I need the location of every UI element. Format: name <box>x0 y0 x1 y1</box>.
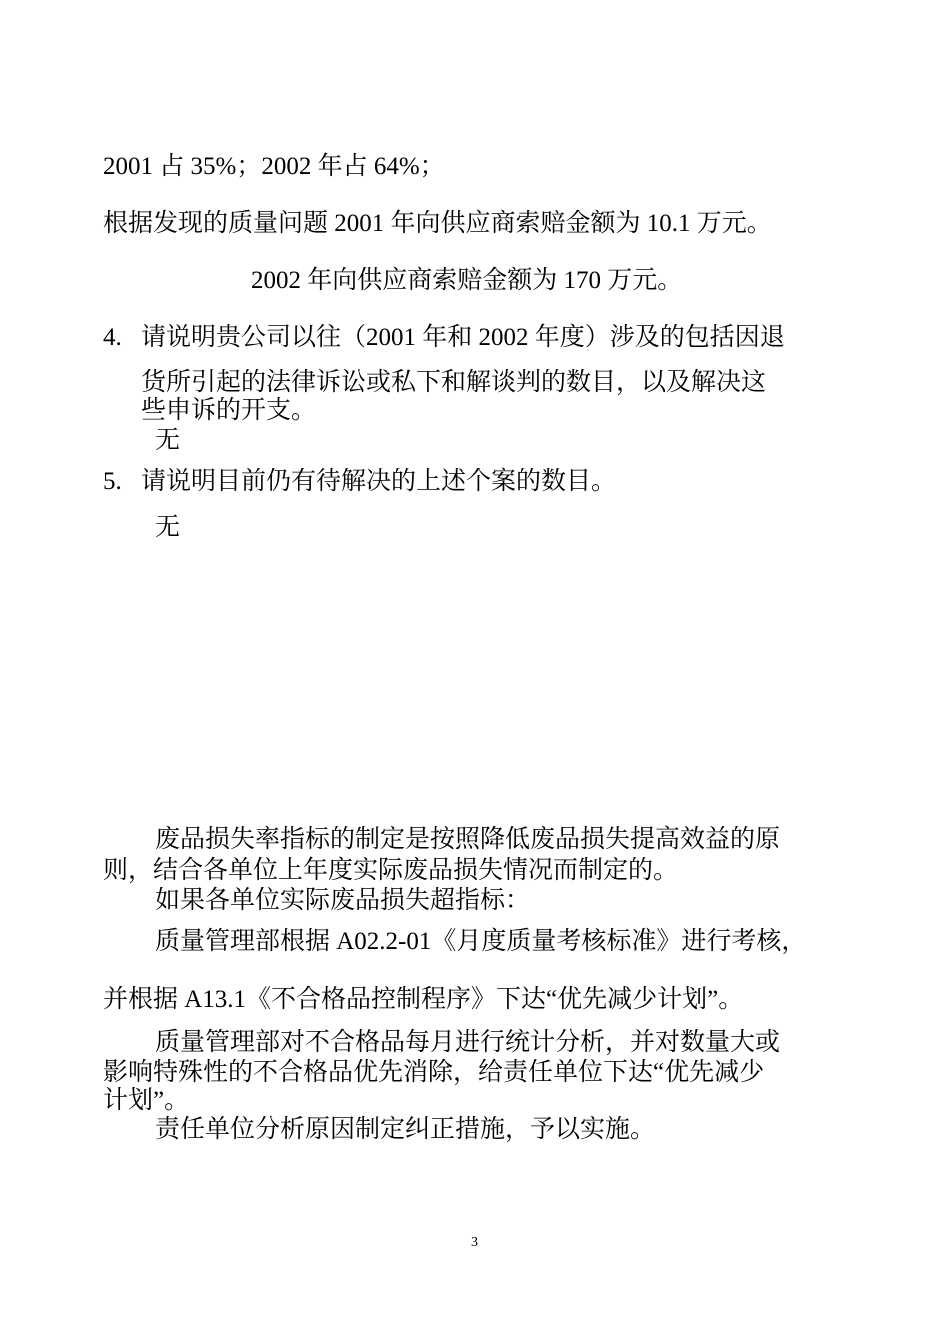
analysis-paragraph-line-3: 计划”。 <box>103 1087 190 1114</box>
scrap-rate-paragraph-line-2: 则，结合各单位上年度实际废品损失情况而制定的。 <box>103 857 679 884</box>
claim-2002-line: 2002 年向供应商索赔金额为 170 万元。 <box>251 267 683 294</box>
item-4-question-line-2: 货所引起的法律诉讼或私下和解谈判的数目，以及解决这 <box>141 369 767 396</box>
share-percentages-line: 2001 占 35%；2002 年占 64%； <box>103 153 445 180</box>
item-4-question-line-3: 些申诉的开支。 <box>141 397 317 424</box>
analysis-paragraph-line-2: 影响特殊性的不合格品优先消除，给责任单位下达“优先减少 <box>103 1059 765 1086</box>
corrective-action-line: 责任单位分析原因制定纠正措施，予以实施。 <box>155 1116 656 1143</box>
assessment-line-2: 并根据 A13.1《不合格品控制程序》下达“优先减少计划”。 <box>103 986 744 1013</box>
claim-2001-line: 根据发现的质量问题 2001 年向供应商索赔金额为 10.1 万元。 <box>103 210 772 237</box>
page-number: 3 <box>471 1235 478 1250</box>
over-target-line: 如果各单位实际废品损失超指标： <box>155 887 531 914</box>
analysis-paragraph-line-1: 质量管理部对不合格品每月进行统计分析，并对数量大或 <box>155 1029 781 1056</box>
item-5-answer: 无 <box>155 514 181 541</box>
item-4-answer: 无 <box>155 427 181 454</box>
item-5-number: 5. <box>103 468 122 495</box>
item-5-question: 请说明目前仍有待解决的上述个案的数目。 <box>141 468 617 495</box>
scrap-rate-paragraph-line-1: 废品损失率指标的制定是按照降低废品损失提高效益的原 <box>155 826 781 853</box>
assessment-line-1: 质量管理部根据 A02.2-01《月度质量考核标准》进行考核， <box>155 928 807 955</box>
item-4-question-line-1: 请说明贵公司以往（2001 年和 2002 年度）涉及的包括因退 <box>141 324 785 351</box>
item-4-number: 4. <box>103 324 122 351</box>
